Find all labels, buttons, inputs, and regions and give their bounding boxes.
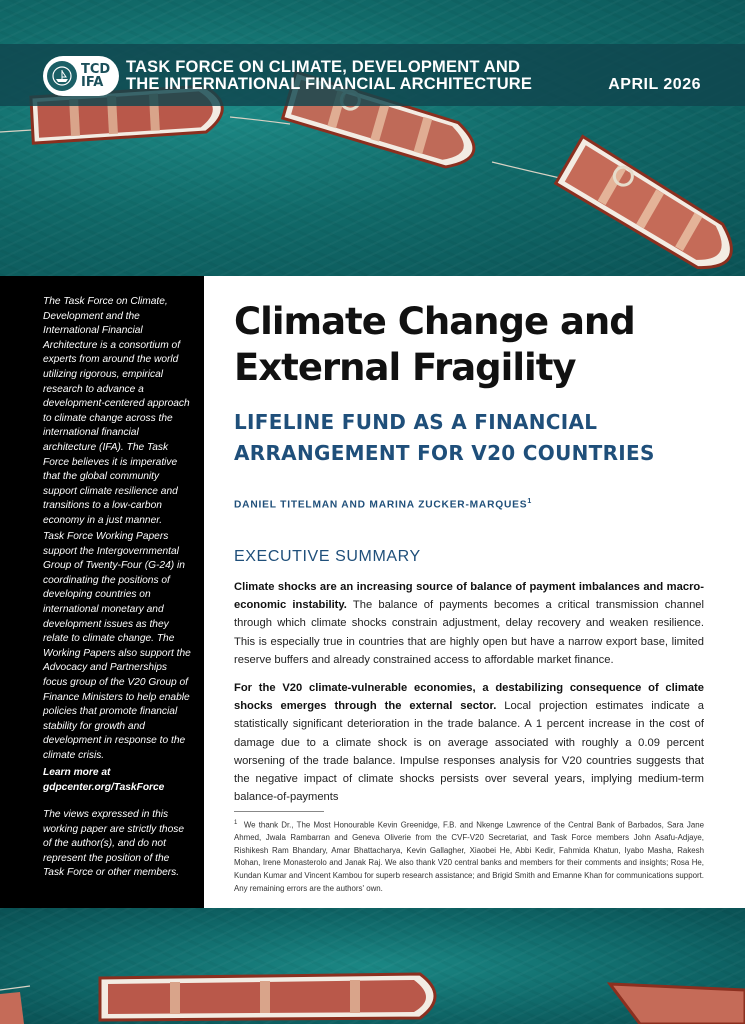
sidebar-working-papers-text: Task Force Working Papers support the Intergovernmental Group of Twenty-Four (G-24) in coordinating the positions of developing countries on international monetary and development issues as they relate to climate change. The Working Papers also support the Advocacy and Partnerships focus group of the V20 Group of Finance Ministers to help enable policies that promote financial stability for growth and development in response to the climate crisis. — [43, 531, 191, 761]
sidebar — [0, 276, 204, 908]
authors — [234, 498, 532, 510]
footnote-number: 1 — [234, 820, 238, 826]
logo-text — [81, 63, 110, 89]
globe-ship-icon — [47, 61, 77, 91]
footnote-text: We thank Dr., The Most Honourable Kevin Greenidge, F.B. and Nkenge Lawrence of the Central Bank of Barbados, Sara Jane Ahmed, Jwala Rambarran and Geneva Oliverie from the CVF-V20 Secretariat, and Task Force members John Asafu-Adjaye, Rishikesh Ram Bhandary, Amar Bhattacharya, Kevin Gallagher, Xiaobei He, Abbi Kedir, Fahmida Khatun, Iyabo Masha, Rakesh Mohan, Irene Monasterolo and Janak Raj. We also thank V20 central banks and members for their comments and insights; Rosa He, Kundan Kumar and Vincent Kambou for superb research assistance; and Brigid Smith and Emanne Khan for communications support. Any remaining errors are the authors' own. — [234, 820, 704, 893]
sidebar-about-text: The Task Force on Climate, Development and the International Financial Architecture is a consortium of experts from around the world utilizing rigorous, empirical research to advance a development-centered approach to climate change across the international financial architecture (IFA). The Task Force believes it is imperative that the global community support climate resilience and transitions to a low-carbon economy in a just manner. — [43, 296, 190, 526]
logo-line-1: TCD — [81, 62, 111, 77]
section-heading: EXECUTIVE SUMMARY — [234, 548, 421, 565]
bottom-boats-illustration — [0, 908, 745, 1024]
paragraph-2-body: Local projection estimates indicate a statistically significant deterioration in the trade balance. A 1 percent increase in the cost of damage due to a climate shock is on average associated with roughly a 0.09 percent worsening of the trade balance. Impulse responses analysis for V20 countries suggests that the negative impact of climate shocks persists over several years, implying medium-term balance-of-payments — [234, 700, 704, 804]
sidebar-learn-more — [43, 766, 193, 795]
paper-subtitle: LIFELINE FUND AS A FINANCIAL ARRANGEMENT FOR V20 COUNTRIES — [234, 410, 655, 465]
summary-paragraph-1 — [234, 578, 704, 669]
authors-footnote-ref: 1 — [527, 498, 533, 505]
paragraph-1-body: The balance of payments becomes a critical transmission channel through which climate shocks constrain adjustment, delay recovery and weaken resilience. This is especially true in countries that are highly open but have a narrow export base, limited reserve buffers and already constrained access to affordable market finance. — [234, 599, 704, 666]
tcd-ifa-logo — [43, 56, 119, 96]
bottom-image — [0, 908, 745, 1024]
paragraph-1-lead: Climate shocks are an increasing source of balance of payment imbalances and macro-economic instability. — [234, 581, 704, 612]
summary-paragraph-2 — [234, 679, 704, 806]
authors-names: DANIEL TITELMAN AND MARINA ZUCKER-MARQUES — [234, 499, 528, 511]
boats-illustration — [0, 0, 745, 276]
learn-more-link[interactable]: gdpcenter.org/TaskForce — [43, 781, 165, 793]
publication-date: APRIL 2026 — [608, 76, 701, 93]
logo-line-2: IFA — [81, 75, 104, 90]
task-force-title: TASK FORCE ON CLIMATE, DEVELOPMENT AND THE INTERNATIONAL FINANCIAL ARCHITECTURE — [126, 58, 533, 93]
boat-right — [555, 137, 745, 276]
footnote-divider — [234, 811, 324, 812]
sidebar-disclaimer: The views expressed in this working paper are strictly those of the author(s), and do not represent the position of the Task Force or other members. — [43, 809, 184, 879]
hero-image — [0, 0, 745, 276]
paper-title: Climate Change and External Fragility — [234, 300, 635, 389]
footnote — [234, 817, 704, 895]
paragraph-2-lead: For the V20 climate-vulnerable economies, a destabilizing consequence of climate shocks emerges through the external sector. — [234, 682, 704, 713]
learn-more-label: Learn more at — [43, 767, 111, 778]
